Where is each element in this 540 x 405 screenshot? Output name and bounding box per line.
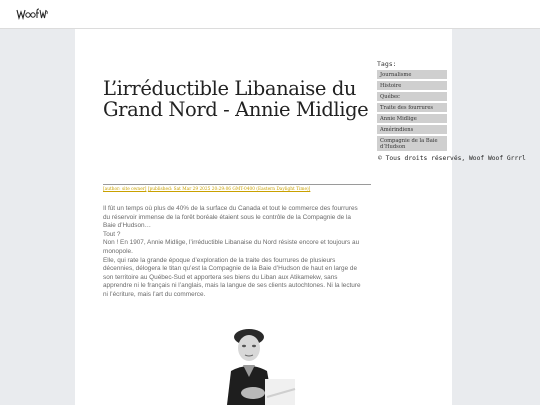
- tags-label: Tags:: [377, 60, 397, 68]
- article-title: L’irréductible Libanaise du Grand Nord - Annie Midlige: [103, 77, 369, 121]
- tags-panel: [377, 60, 449, 153]
- portrait-image: [209, 327, 305, 405]
- article-photo: [209, 327, 305, 405]
- tag-histoire[interactable]: Histoire: [377, 81, 447, 90]
- title-divider: [103, 184, 371, 185]
- top-bar: [0, 0, 540, 29]
- tag-journalisme[interactable]: Journalisme: [377, 70, 447, 79]
- tag-quebec[interactable]: Québec: [377, 92, 447, 101]
- tag-traite-des-fourrures[interactable]: Traite des fourrures: [377, 103, 447, 112]
- site-logo[interactable]: [15, 5, 49, 23]
- article-page: [75, 29, 526, 405]
- paragraph: Tout ?: [103, 230, 121, 238]
- paragraph: Non ! En 1907, Annie Midlige, l’irréductible Libanaise du Nord résiste encore et toujours au monopole.: [103, 239, 360, 255]
- paragraph: Elle, qui rate la grande époque d’exploration de la traite des fourrures de plusieurs décennies, délogera le titan qu’est la Compagnie de la Baie d’Hudson de haut en large de son territoire au Québec-Sud et apportera ses biens du Liban aux Atikamekw, sans apprendre ni le français ni l’anglais, mais la langue de ses clients autochtones. Ni la lecture ni l’écriture, mais l’art du commerce.: [103, 256, 361, 298]
- logo-icon: [15, 5, 49, 23]
- tag-amerindiens[interactable]: Amérindiens: [377, 125, 447, 134]
- copyright-notice: © Tous droits réservés, Woof Woof Grrrl: [378, 155, 526, 162]
- author-link[interactable]: [author: site owner]: [103, 187, 147, 192]
- article-meta: [103, 187, 393, 192]
- tag-compagnie-baie-hudson[interactable]: Compagnie de la Baie d’Hudson: [377, 136, 447, 151]
- published-link[interactable]: [published: Sat Mar 29 2025 20:29:06 GMT-0400 (Eastern Daylight Time)]: [147, 187, 311, 192]
- tag-annie-midlige[interactable]: Annie Midlige: [377, 114, 447, 123]
- article-body: [103, 205, 365, 300]
- paragraph: Il fût un temps où plus de 40% de la surface du Canada et tout le commerce des fourrures du réservoir immense de la forêt boréale étaient sous le contrôle de la Compagnie de la Baie d’Hudson…: [103, 205, 358, 230]
